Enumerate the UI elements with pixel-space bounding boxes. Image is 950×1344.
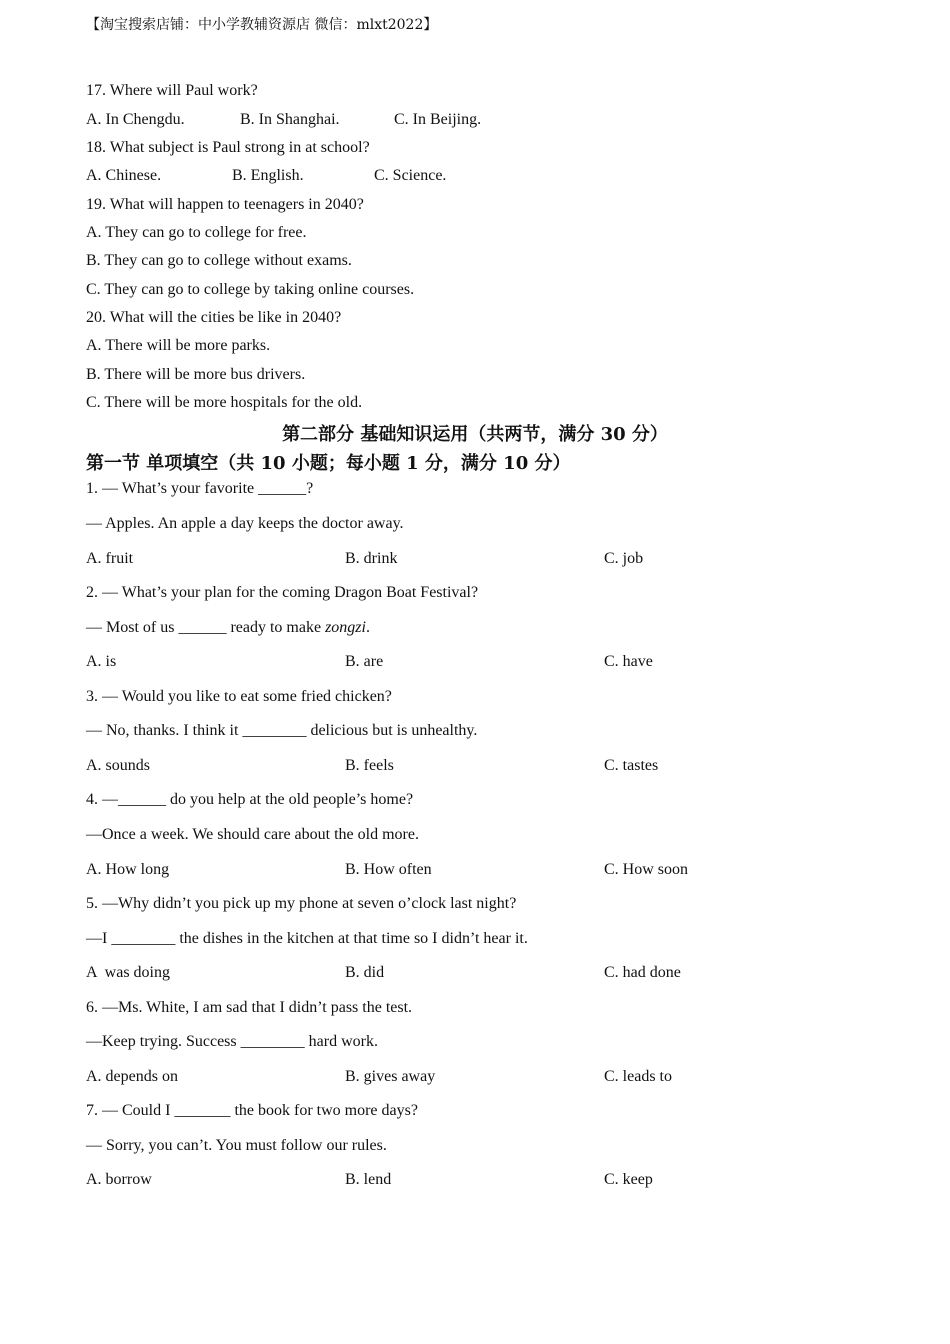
q6-option-c: C. leads to <box>604 1068 672 1085</box>
q3-option-c: C. tastes <box>604 757 659 774</box>
q17-option-b: B. In Shanghai. <box>240 111 340 128</box>
question-4: 4. —______ do you help at the old people’s home? <box>86 791 414 808</box>
question-20: 20. What will the cities be like in 2040? <box>86 309 342 326</box>
q3-option-b: B. feels <box>345 757 394 774</box>
q17-option-c: C. In Beijing. <box>394 111 482 128</box>
question-3: 3. — Would you like to eat some fried chicken? <box>86 688 392 705</box>
section1-title: 第一节 单项填空（共 10 小题；每小题 1 分，满分 10 分） <box>86 453 571 474</box>
q20-option-c: C. There will be more hospitals for the old. <box>86 394 363 411</box>
q6-option-a: A. depends on <box>86 1068 178 1085</box>
q3-answer-line: — No, thanks. I think it ________ delicious but is unhealthy. <box>86 722 478 739</box>
q2-option-c: C. have <box>604 653 653 670</box>
q2-option-a: A. is <box>86 653 117 670</box>
q18-option-c: C. Science. <box>374 167 447 184</box>
q18-option-b: B. English. <box>232 167 304 184</box>
q1-option-b: B. drink <box>345 550 398 567</box>
question-1: 1. — What’s your favorite ______? <box>86 480 314 497</box>
q5-answer-line: —I ________ the dishes in the kitchen at that time so I didn’t hear it. <box>86 930 528 947</box>
q19-option-a: A. They can go to college for free. <box>86 224 307 241</box>
question-19: 19. What will happen to teenagers in 2040? <box>86 196 364 213</box>
q19-option-c: C. They can go to college by taking online courses. <box>86 281 415 298</box>
part2-title: 第二部分 基础知识运用（共两节，满分 30 分） <box>282 424 668 445</box>
header-note: 【淘宝搜索店铺：中小学教辅资源店 微信：mlxt2022】 <box>86 17 438 33</box>
q6-option-b: B. gives away <box>345 1068 436 1085</box>
q4-answer-line: —Once a week. We should care about the old more. <box>86 826 419 843</box>
q18-option-a: A. Chinese. <box>86 167 162 184</box>
q17-option-a: A. In Chengdu. <box>86 111 185 128</box>
q5-option-a: A was doing <box>86 964 170 981</box>
q7-answer-line: — Sorry, you can’t. You must follow our rules. <box>86 1137 387 1154</box>
question-17: 17. Where will Paul work? <box>86 82 258 99</box>
q7-option-c: C. keep <box>604 1171 653 1188</box>
question-6: 6. —Ms. White, I am sad that I didn’t pass the test. <box>86 999 413 1016</box>
question-18: 18. What subject is Paul strong in at school? <box>86 139 370 156</box>
q1-answer-line: — Apples. An apple a day keeps the doctor away. <box>86 515 404 532</box>
q2-option-b: B. are <box>345 653 384 670</box>
q2-answer-italic: zongzi <box>325 619 366 636</box>
question-5: 5. —Why didn’t you pick up my phone at seven o’clock last night? <box>86 895 517 912</box>
question-2: 2. — What’s your plan for the coming Dragon Boat Festival? <box>86 584 479 601</box>
q4-option-b: B. How often <box>345 861 432 878</box>
q4-option-c: C. How soon <box>604 861 689 878</box>
q6-answer-line: —Keep trying. Success ________ hard work. <box>86 1033 378 1050</box>
q1-option-c: C. job <box>604 550 644 567</box>
q5-option-c: C. had done <box>604 964 681 981</box>
q2-answer-line <box>86 618 370 638</box>
q5-option-b: B. did <box>345 964 385 981</box>
q20-option-a: A. There will be more parks. <box>86 337 271 354</box>
q3-option-a: A. sounds <box>86 757 151 774</box>
q20-option-b: B. There will be more bus drivers. <box>86 366 306 383</box>
question-7: 7. — Could I _______ the book for two more days? <box>86 1102 418 1119</box>
q4-option-a: A. How long <box>86 861 170 878</box>
q7-option-b: B. lend <box>345 1171 392 1188</box>
q7-option-a: A. borrow <box>86 1171 152 1188</box>
q19-option-b: B. They can go to college without exams. <box>86 252 352 269</box>
q2-answer-post: . <box>365 619 370 636</box>
q1-option-a: A. fruit <box>86 550 134 567</box>
q2-answer-pre: — Most of us ______ ready to make <box>86 619 326 636</box>
